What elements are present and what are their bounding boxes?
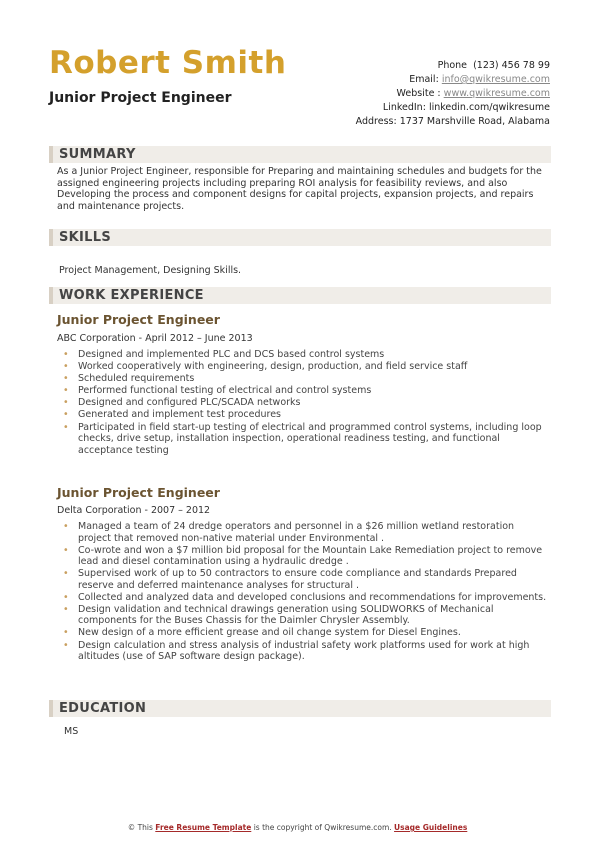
section-heading-skills: SKILLS	[49, 229, 551, 246]
contact-email	[356, 73, 550, 87]
list-item: • Supervised work of up to 50 contractors to ensure code compliance and standards Prepared reserve and deferred maintenance analyses for structural .	[78, 568, 548, 591]
linkedin-value: linkedin.com/qwikresume	[428, 102, 550, 113]
list-item: • Design validation and technical drawings generation using SOLIDWORKS of Mechanical components for the Buses Chassis for the Daimler Chrysler Assembly.	[78, 604, 548, 627]
list-item: • Managed a team of 24 dredge operators and personnel in a $26 million wetland restoration project that removed non-native material under Environmental .	[78, 521, 548, 544]
job-bullets	[78, 349, 548, 457]
list-item: • Collected and analyzed data and developed conclusions and recommendations for improvements.	[78, 592, 548, 604]
job-company: Delta Corporation - 2007 – 2012	[57, 505, 211, 516]
linkedin-label: LinkedIn:	[382, 102, 426, 113]
footer-middle: is the copyright of Qwikresume.com.	[253, 823, 392, 832]
website-label: Website :	[396, 88, 441, 99]
list-item: • Co-wrote and won a $7 million bid proposal for the Mountain Lake Remediation project to remove lead and diesel contamination using a hydraulic dredge .	[78, 545, 548, 568]
candidate-name: Robert Smith	[49, 45, 287, 81]
list-item: • Participated in field start-up testing of electrical and programmed control systems, including loop checks, drive setup, installation inspection, operational readiness testing, and functional acceptance testing	[78, 422, 548, 457]
list-item: • Generated and implement test procedures	[78, 409, 548, 421]
phone-value: (123) 456 78 99	[473, 60, 550, 71]
contact-website	[356, 87, 550, 101]
job-title: Junior Project Engineer	[57, 312, 220, 327]
list-item: • Design calculation and stress analysis of industrial safety work platforms used for work at high altitudes (use of SAP software design package).	[78, 640, 548, 663]
section-heading-education: EDUCATION	[49, 700, 551, 717]
free-resume-template-link[interactable]: Free Resume Template	[155, 823, 252, 832]
list-item: • Performed functional testing of electrical and control systems	[78, 385, 548, 397]
footer-prefix: © This	[127, 823, 153, 832]
job-title: Junior Project Engineer	[57, 485, 220, 500]
address-label: Address:	[355, 116, 397, 127]
list-item: • Scheduled requirements	[78, 373, 548, 385]
usage-guidelines-link[interactable]: Usage Guidelines	[394, 823, 468, 832]
section-heading-experience: WORK EXPERIENCE	[49, 287, 551, 304]
address-value: 1737 Marshville Road, Alabama	[399, 116, 550, 127]
section-heading-summary: SUMMARY	[49, 146, 551, 163]
email-label: Email:	[409, 74, 439, 85]
phone-label: Phone	[437, 60, 468, 71]
contact-linkedin	[356, 101, 550, 115]
contact-address	[356, 115, 550, 129]
website-link[interactable]: www.qwikresume.com	[443, 88, 550, 99]
email-link[interactable]: info@qwikresume.com	[441, 74, 550, 85]
list-item: • New design of a more efficient grease and oil change system for Diesel Engines.	[78, 627, 548, 639]
job-company: ABC Corporation - April 2012 – June 2013	[57, 333, 253, 344]
job-bullets	[78, 521, 548, 663]
skills-text: Project Management, Designing Skills.	[59, 265, 242, 276]
candidate-title: Junior Project Engineer	[49, 90, 232, 106]
list-item: • Worked cooperatively with engineering, design, production, and field service staff	[78, 361, 548, 373]
list-item: • Designed and configured PLC/SCADA networks	[78, 397, 548, 409]
list-item: • Designed and implemented PLC and DCS based control systems	[78, 349, 548, 361]
footer	[0, 823, 595, 832]
contact-phone	[356, 59, 550, 73]
education-text: MS	[64, 726, 79, 737]
contact-block	[356, 59, 550, 129]
summary-text: As a Junior Project Engineer, responsible for Preparing and maintaining schedules and budgets for the assigned engineering projects including preparing ROI analysis for feasibility reviews, and also Developing the process and component designs for capital projects, expansion projects, and repairs and maintenance projects.	[57, 166, 542, 212]
